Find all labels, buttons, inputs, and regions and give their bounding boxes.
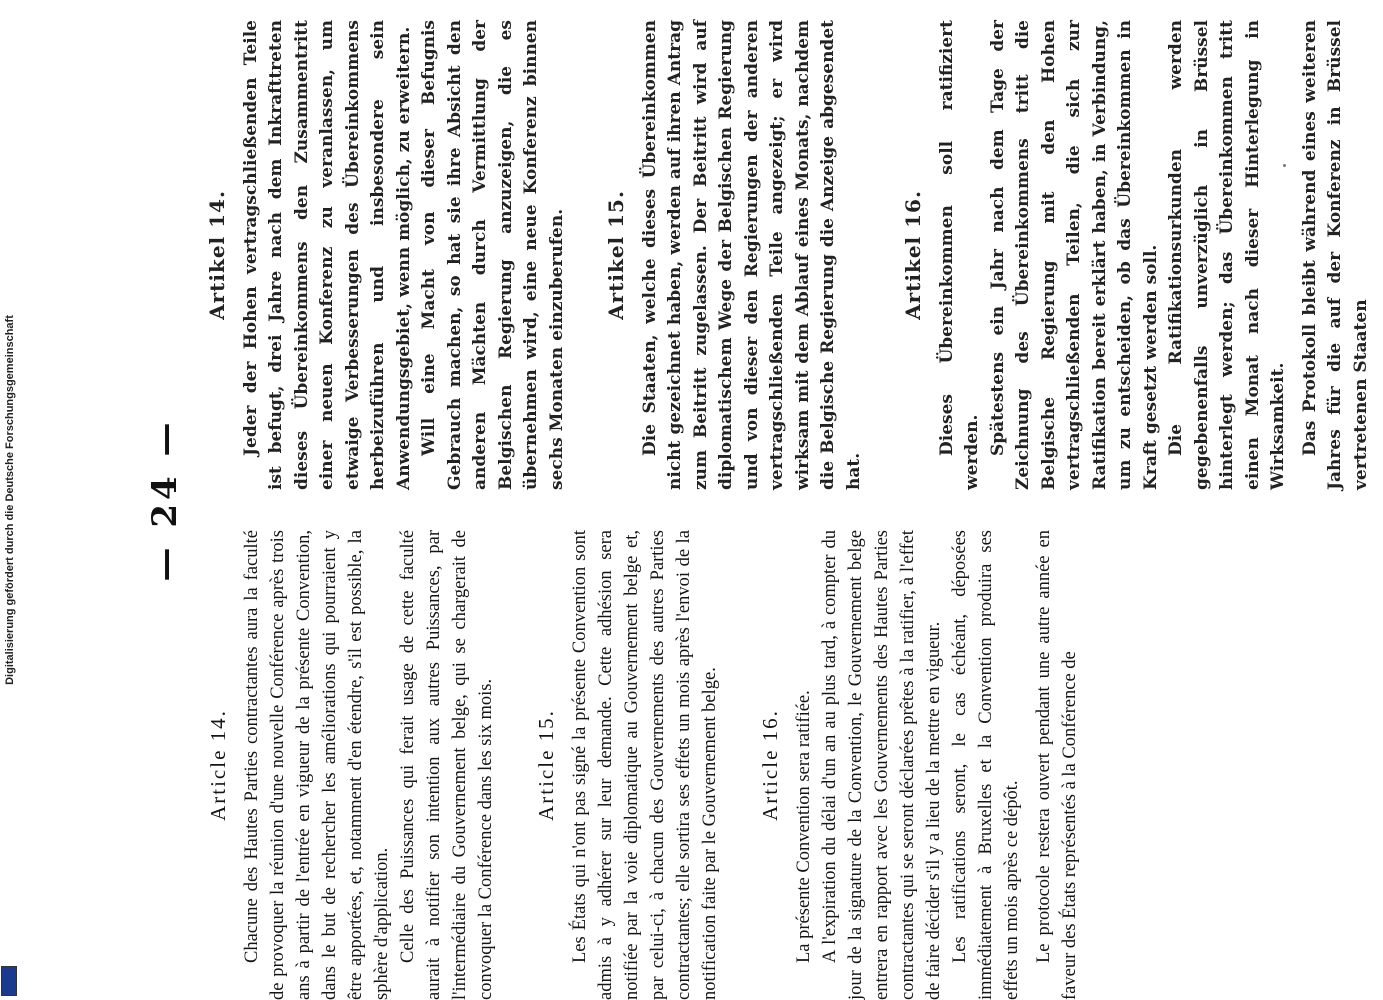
german-column bbox=[205, 20, 1383, 490]
german-article-16-paragraph-2: Spätestens ein Jahr nach dem Tage der Zeichnung des Übereinkommens tritt die Belgische Regierung mit den Hohen vertragschließenden Teilen, die sich zur Ratifikation bereit erklärt haben, in Verbindung, um zu entscheiden, ob das Übereinkommen in Kraft gesetzt werden soll. bbox=[987, 20, 1161, 490]
french-article-15-title: Article 15. bbox=[534, 709, 558, 821]
german-article-16-paragraph-4: Das Protokoll bleibt während eines weiteren Jahres für die auf der Konferenz in Brüssel vertretenen Staaten bbox=[1299, 20, 1371, 490]
german-article-16-paragraph-3: Die Ratifikationsurkunden werden gegebenenfalls unverzüglich in Brüssel hinterlegt werden; das Übereinkommen tritt einen Monat nach dieser Hinterlegung in Wirksamkeit. bbox=[1166, 20, 1288, 490]
french-article-14 bbox=[205, 530, 499, 1000]
french-article-16-title: Article 16. bbox=[758, 709, 782, 821]
french-article-14-title: Article 14. bbox=[206, 709, 230, 821]
german-article-14-paragraph-2: Will eine Macht von dieser Befugnis Gebrauch machen, so hat sie ihre Absicht den anderen Mächten durch Vermittlung der Belgischen Regierung anzuzeigen, die es übernehmen wird, eine neue Konferenz binnen sechs Monaten einzuberufen. bbox=[419, 20, 567, 490]
french-article-16 bbox=[757, 530, 1083, 1000]
german-article-16-paragraph-1: Dieses Übereinkommen soll ratifiziert werden. bbox=[936, 20, 982, 490]
french-article-16-paragraph-3: Les ratifications seront, le cas échéant, déposées immédiatement à Bruxelles et la Convention produira ses effets un mois après ce dépôt. bbox=[950, 530, 1022, 1000]
french-article-16-paragraph-4: Le protocole restera ouvert pendant une autre année en faveur des États représentés à la Conférence de bbox=[1034, 530, 1080, 1000]
dfg-logo-icon bbox=[1, 966, 17, 996]
german-article-16 bbox=[901, 20, 1374, 490]
german-article-14-title: Artikel 14. bbox=[205, 190, 229, 320]
french-article-15 bbox=[533, 530, 723, 1000]
french-article-14-paragraph-1: Chacune des Hautes Parties contractantes aura la faculté de provoquer la réunion d'une nouvelle Conférence après trois ans à partir de l'entrée en vigueur de la présente Convention, dans le but de rechercher les améliorations qui pourraient y être apportées, et, notamment d'en étendre, s'il est possible, la sphère d'application. bbox=[242, 530, 392, 1000]
german-article-15 bbox=[604, 20, 867, 490]
german-article-16-title: Artikel 16. bbox=[901, 190, 925, 320]
rotated-sheet bbox=[135, 0, 1371, 1000]
french-column bbox=[205, 530, 1117, 1000]
german-article-15-paragraph-1: Die Staaten, welche dieses Übereinkommen nicht gezeichnet haben, werden auf ihren Antrag zum Beitritt zugelassen. Der Beitritt wird auf diplomatischem Wege der Belgischen Regierung und von dieser den Regierungen der anderen vertragschließenden Teile angezeigt; er wird wirksam mit dem Ablauf eines Monats, nachdem die Belgische Regierung die Anzeige abgesendet hat. bbox=[639, 20, 864, 490]
scan-speck bbox=[1283, 164, 1286, 167]
french-article-16-paragraph-2: A l'expiration du délai d'un an au plus tard, à compter du jour de la signature de la Convention, le Gouvernement belge entrera en rapport avec les Gouvernements des Hautes Parties contractantes qui se seront déclarées prêtes à la ratifier, à l'effet de faire décider s'il y a lieu de la mettre en vigueur. bbox=[820, 530, 944, 1000]
french-article-15-paragraph-1: Les États qui n'ont pas signé la présente Convention sont admis à y adhérer sur leur demande. Cette adhésion sera notifiée par la voie diplomatique au Gouvernement belge et, par celui-ci, à chacun des Gouvernements des autres Parties contractantes; elle sortira ses effets un mois après l'envoi de la notification faite par le Gouvernement belge. bbox=[570, 530, 720, 1000]
german-article-14 bbox=[205, 20, 570, 490]
french-article-14-paragraph-2: Celle des Puissances qui ferait usage de cette faculté aurait à notifier son intention aux autres Puissances, par l'intermédiaire du Gouvernement belge, qui se chargerait de convoquer la Conférence dans les six mois. bbox=[398, 530, 496, 1000]
german-article-15-title: Artikel 15. bbox=[604, 190, 628, 320]
digitization-credit: Digitalisierung gefördert durch die Deutsche Forschungsgemeinschaft bbox=[4, 315, 16, 685]
german-article-14-paragraph-1: Jeder der Hohen vertragschließenden Teile ist befugt, drei Jahre nach dem Inkrafttreten dieses Übereinkommens den Zusammentritt einer neuen Konferenz zu veranlassen, um etwaige Verbesserungen des Übereinkommens herbeizuführen und insbesondere sein Anwendungsgebiet, wenn möglich, zu erweitern. bbox=[240, 20, 414, 490]
page-number: — 24 — bbox=[145, 418, 185, 582]
french-article-16-paragraph-1: La présente Convention sera ratifiée. bbox=[794, 690, 814, 963]
